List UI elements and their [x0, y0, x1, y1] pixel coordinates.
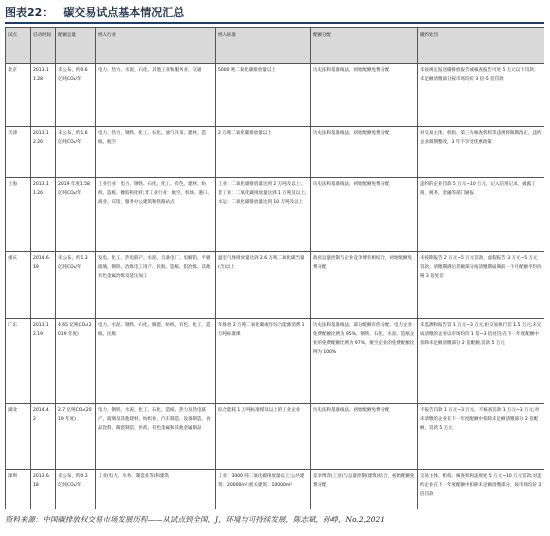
cell-pilot: 上海: [6, 178, 31, 252]
header-allocation: 配额分配: [311, 28, 418, 64]
cell-start: 2014.6.19: [31, 252, 56, 319]
table-row: [6, 178, 545, 252]
cell-quota: 未公布，约1.6 亿吨CO₂/年: [56, 127, 96, 178]
cell-industries: 电力、热力、水泥、石化、其他工业和服务业、交通: [96, 64, 216, 127]
cell-pilot: 湖北: [6, 404, 31, 470]
cell-quota: 4.65 亿吨CO₂(2019 年度): [56, 319, 96, 404]
table-row: [6, 470, 545, 510]
cell-threshold: 年排放 2 万吨二氧化碳或年综合能源消费 1 万吨标准煤: [216, 319, 311, 404]
cell-industries: 电力、热力、钢铁、化工、石化、油气开采、建材、造纸、航空: [96, 127, 216, 178]
pilot-summary-table: [5, 27, 544, 509]
cell-allocation: 历史法和基准线法，初始配额免费分配: [311, 178, 418, 252]
header-quota-total: 配额总量: [56, 28, 96, 64]
cell-penalty: 对交易主体、机构、第三方核查机构等违规将限期改正，违约企业限期整改，3 年不享受优惠政策: [418, 127, 545, 178]
cell-allocation: 竞争博弈(工业)与总量控制(建筑)结合，初始配额免费分配: [311, 470, 418, 510]
cell-quota: 未公布，约0.3 亿吨CO₂/年: [56, 470, 96, 510]
cell-industries: 电力、钢铁、水泥、化工、石化、造纸、热力及热电联产、玻璃及其他建材、纺织业、汽车制造、设备制造、食品饮料、陶瓷制造、医药、有色金属和其他金属制品: [96, 404, 216, 470]
cell-penalty: 未监测和报告罚 1 万元~3 万元;拒交易执行罚 1.5 万元;未完成清缴的企业以市场均价 1 倍~3 倍处罚;在下一年度配额中扣除未足额清缴部分 2 倍配额,罚款 5 万元: [418, 319, 545, 404]
table-row: [6, 64, 545, 127]
cell-threshold: 工业：3000 吨二氧化碳排放量以上;公共建筑：20000m²;机关建筑：10000m²: [216, 470, 311, 510]
cell-penalty: 未按规定报送碳排放报告或核查报告可处 5 万元以下罚款；未足额清缴部分按市场均价 3 倍-5 倍罚款: [418, 64, 545, 127]
cell-pilot: 北京: [6, 64, 31, 127]
cell-penalty: 交易主体、机构、核查机构违规处 5 万元~10 万元罚款;对违约企业在下一年度配额中扣除未足额清缴部分，按市场均价 3 倍罚款: [418, 470, 545, 510]
cell-start: 2014.4.2: [31, 404, 56, 470]
table-row: [6, 319, 545, 404]
table-container: [5, 27, 544, 509]
cell-quota: 未公布，约1.3 亿吨CO₂/年: [56, 252, 96, 319]
cell-threshold: 2 万吨二氧化碳排放量以上: [216, 127, 311, 178]
cell-penalty: 违约的企业罚款 5 万元~10 万元，记入信用记录，披露工商、税务、金融等部门通报: [418, 178, 545, 252]
cell-start: 2013.12.26: [31, 127, 56, 178]
cell-allocation: 政府总量控制与企业竞争博弈相结合，初始配额免费分配: [311, 252, 418, 319]
header-start-time: 启动时间: [31, 28, 56, 64]
title-rule: [5, 22, 544, 24]
cell-start: 2013.12.19: [31, 319, 56, 404]
cell-threshold: 5000 吨二氧化碳排放量以上: [216, 64, 311, 127]
cell-industries: 工业行业：电力、钢铁、石化、化工、有色、建材、纺织、造纸、橡胶和化纤;非工业行业：航空、机场、港口、商业、宾馆、服务办公建筑和铁路站点: [96, 178, 216, 252]
cell-quota: 未公布，约0.6 亿吨CO₂/年: [56, 64, 96, 127]
cell-pilot: 深圳: [6, 470, 31, 510]
header-penalty: 履约处罚: [418, 28, 545, 64]
cell-start: 2013.6.18: [31, 470, 56, 510]
table-row: [6, 404, 545, 470]
cell-industries: 工业(电力、水务、制造业等)和建筑: [96, 470, 216, 510]
header-pilot: 试点: [6, 28, 31, 64]
cell-pilot: 天津: [6, 127, 31, 178]
cell-pilot: 广东: [6, 319, 31, 404]
figure-title-text: 碳交易试点基本情况汇总: [63, 6, 185, 19]
cell-industries: 发电、化工、热电联产、水泥、自备电厂、电解铝、平板玻璃、钢铁、冶炼电工用产、民航、造纸、铝冶炼、其他有色金属冶炼及延压加工: [96, 252, 216, 319]
cell-allocation: 历史法和基准线法，初始配额免费分配: [311, 64, 418, 127]
cell-penalty: 不报告罚款 1 万元~3 万元，不核查罚款 1 万元~3 万元;对未清缴的企业在下一年度配额中扣除未足额清缴部分 2 倍配额，罚款 5 万元: [418, 404, 545, 470]
cell-threshold: 温室气体排放量达到 2.6 万吨二氧化碳当量(含)以上: [216, 252, 311, 319]
source-note: 资料来源：中国碳排放权交易市场发展历程——从试点到全国，J，环境与可持续发展，陈志斌，孙峥，No.2,2021: [5, 515, 386, 524]
cell-allocation: 历史法和基准线法，初始配额免费分配: [311, 127, 418, 178]
cell-quota: 2.7 亿吨CO₂(2019 年度): [56, 404, 96, 470]
cell-threshold: 工业：二氧化碳排放量达到 2 万吨及以上；非工业：二氧化碳排放量达到 1 万吨及以上;水运：二氧化碳排放量达到 10 万吨及以上: [216, 178, 311, 252]
cell-allocation: 历史法和基准线法，部分配额有偿分配；电力企业免费配额比例为 95%，钢铁、石化、水泥、造纸企业的免费配额比例为 97%，航空企业的免费配额比例为 100%: [311, 319, 418, 404]
cell-industries: 电力、水泥、钢铁、石化、陶瓷、纺织、有色、化工、造纸、民航: [96, 319, 216, 404]
cell-allocation: 历史法和基准线法，初始配额免费分配: [311, 404, 418, 470]
cell-threshold: 综合能耗 1 万吨标准煤及以上的工业企业: [216, 404, 311, 470]
table-row: [6, 127, 545, 178]
cell-start: 2013.11.28: [31, 64, 56, 127]
table-row: [6, 252, 545, 319]
header-threshold: 纳入标准: [216, 28, 311, 64]
cell-quota: 2019 年度1.58 亿吨CO₂/年: [56, 178, 96, 252]
cell-start: 2013.11.26: [31, 178, 56, 252]
figure-number: 图表22：: [5, 6, 54, 19]
cell-pilot: 重庆: [6, 252, 31, 319]
header-industries: 纳入行业: [96, 28, 216, 64]
figure-title: [5, 3, 184, 21]
table-header-row: [6, 28, 545, 64]
cell-penalty: 未按期报告 2 万元~5 万元罚款，虚假报告 3 万元~5 万元罚款；清缴期满后差额部分按清缴期届满前一个月配额平均价格 3 倍处罚: [418, 252, 545, 319]
